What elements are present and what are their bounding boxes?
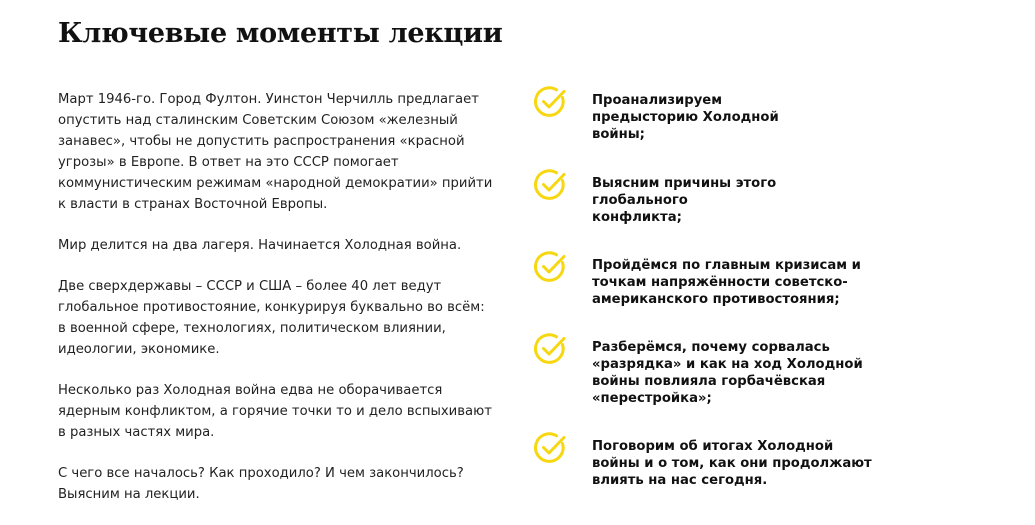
key-point-item (533, 169, 913, 226)
check-circle-icon (533, 431, 567, 465)
key-point-text: Выясним причины этого глобального конфликта; (592, 176, 777, 225)
section-title: Ключевые моменты лекции (58, 18, 503, 49)
description-paragraph: Несколько раз Холодная война едва не оборачивается ядерным конфликтом, а горячие точки то и дело вспыхивают в разных частях мира. (58, 383, 492, 440)
description-paragraph: Март 1946-го. Город Фултон. Уинстон Черчилль предлагает опустить над сталинским Советским Союзом «железный занавес», чтобы не допустить распространения «красной угрозы» в Европе. В ответ на это СССР помогает коммунистическим режимам «народной демократии» прийти к власти в странах Восточной Европы. (58, 92, 493, 212)
description-paragraph: С чего все началось? Как проходило? И чем закончилось? Выясним на лекции. (58, 466, 464, 502)
key-point-item (533, 251, 913, 308)
description-paragraph: Две сверхдержавы – СССР и США – более 40 лет ведут глобальное противостояние, конкурируя буквально во всём: в военной сфере, технологиях, политическом влиянии, идеологии, экономике. (58, 279, 485, 357)
key-point-item (533, 86, 913, 143)
check-circle-icon (533, 250, 567, 284)
key-point-item (533, 333, 913, 407)
key-points-list (533, 86, 913, 489)
description-paragraph: Мир делится на два лагеря. Начинается Холодная война. (58, 238, 462, 253)
key-point-item (533, 432, 913, 489)
check-circle-icon (533, 85, 567, 119)
check-circle-icon (533, 168, 567, 202)
check-circle-icon (533, 332, 567, 366)
key-point-text: Пройдёмся по главным кризисам и точкам напряжённости советско-американского противостояния; (592, 258, 861, 307)
key-point-text: Поговорим об итогах Холодной войны и о том, как они продолжают влиять на нас сегодня. (592, 439, 872, 488)
key-point-text: Разберёмся, почему сорвалась «разрядка» и как на ход Холодной войны повлияла горбачёвская «перестройка»; (592, 340, 863, 406)
lecture-description (58, 89, 508, 525)
key-point-text: Проанализируем предысторию Холодной войны; (592, 93, 779, 142)
